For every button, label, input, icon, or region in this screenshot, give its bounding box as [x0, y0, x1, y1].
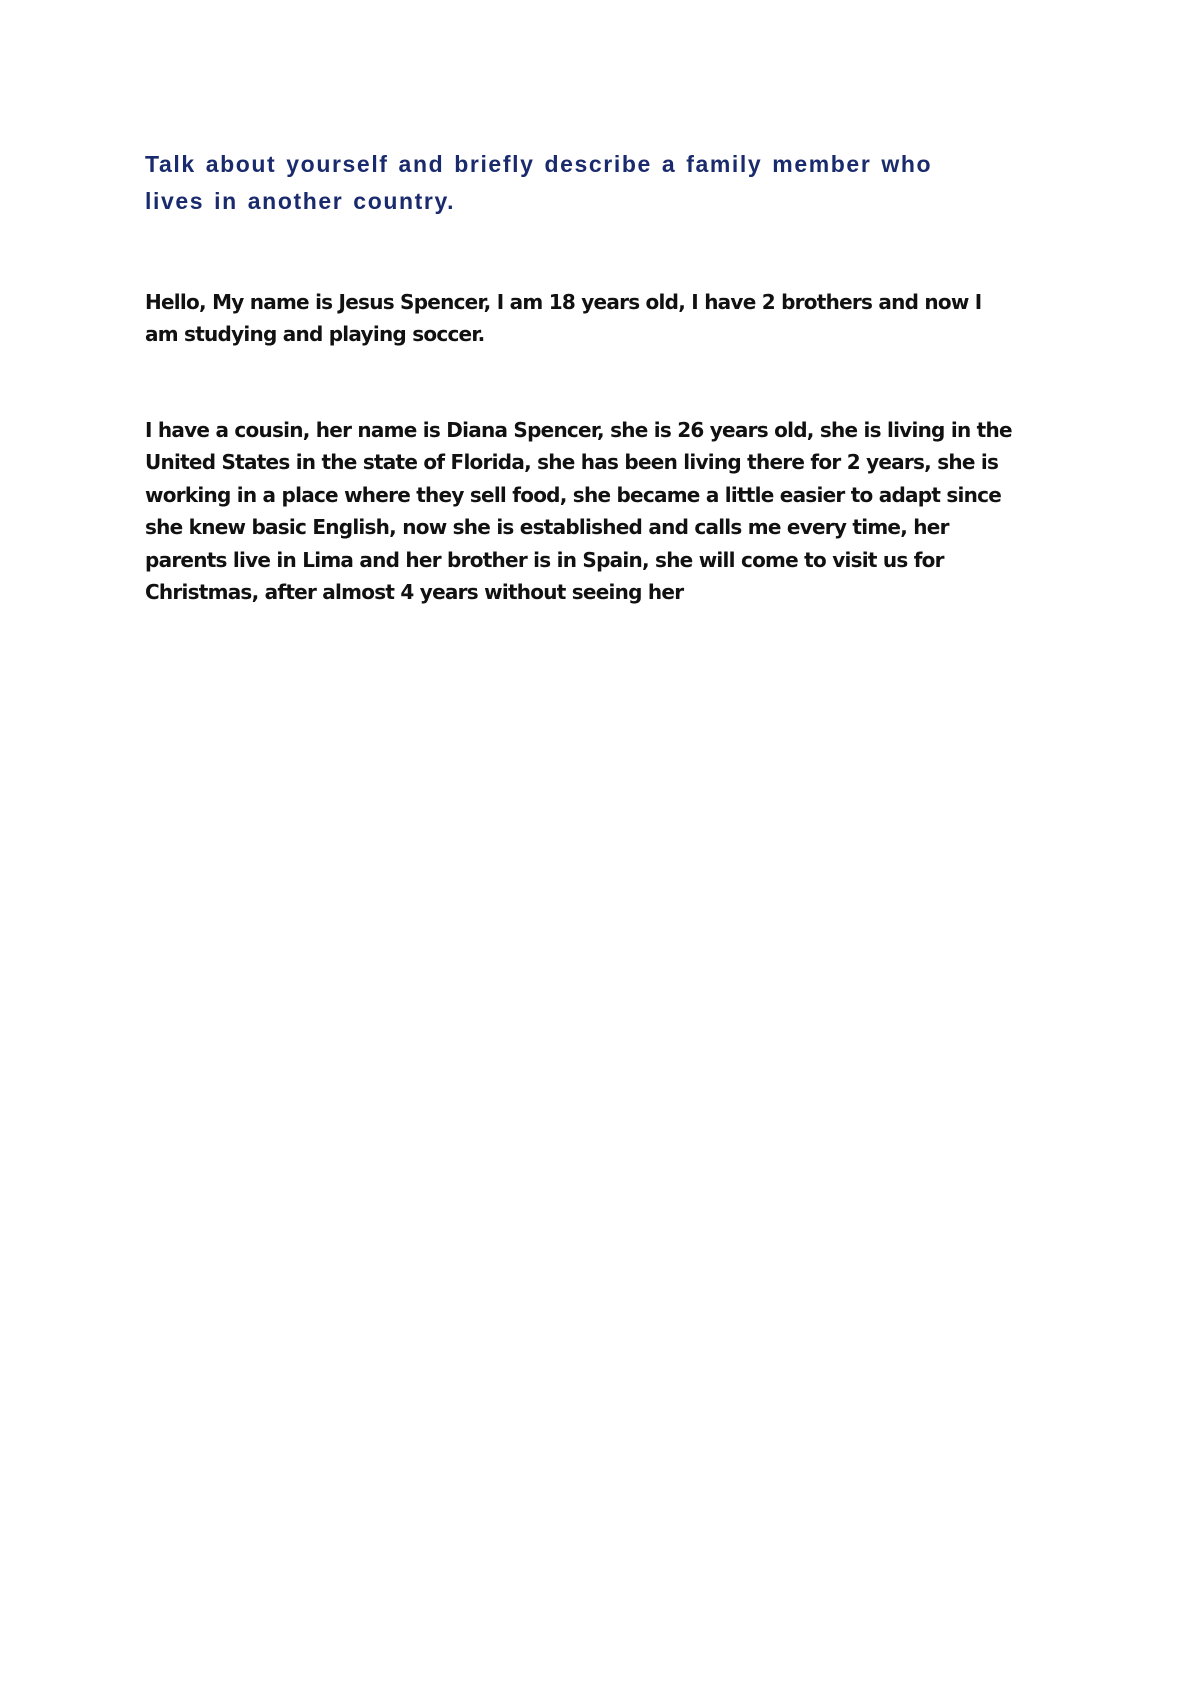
paragraph-line: Hello, My name is Jesus Spencer, I am 18 years old, I have 2 brothers and now I — [145, 290, 982, 314]
paragraph-line: I have a cousin, her name is Diana Spencer, she is 26 years old, she is living in the — [145, 418, 1012, 442]
paragraph-line: am studying and playing soccer. — [145, 322, 485, 347]
paragraph-line: working in a place where they sell food, she became a little easier to adapt since — [145, 482, 1002, 507]
prompt-heading — [145, 146, 1005, 220]
intro-paragraph — [145, 286, 1045, 351]
heading-line: lives in another country. — [145, 188, 456, 214]
family-member-paragraph — [145, 414, 1045, 608]
paragraph-line: parents live in Lima and her brother is in Spain, she will come to visit us for — [145, 547, 944, 572]
paragraph-line: Christmas, after almost 4 years without seeing her — [145, 580, 684, 605]
paragraph-line: United States in the state of Florida, she has been living there for 2 years, she is — [145, 450, 999, 475]
paragraph-line: she knew basic English, now she is established and calls me every time, her — [145, 515, 949, 540]
heading-line: Talk about yourself and briefly describe a family member who — [145, 151, 933, 177]
